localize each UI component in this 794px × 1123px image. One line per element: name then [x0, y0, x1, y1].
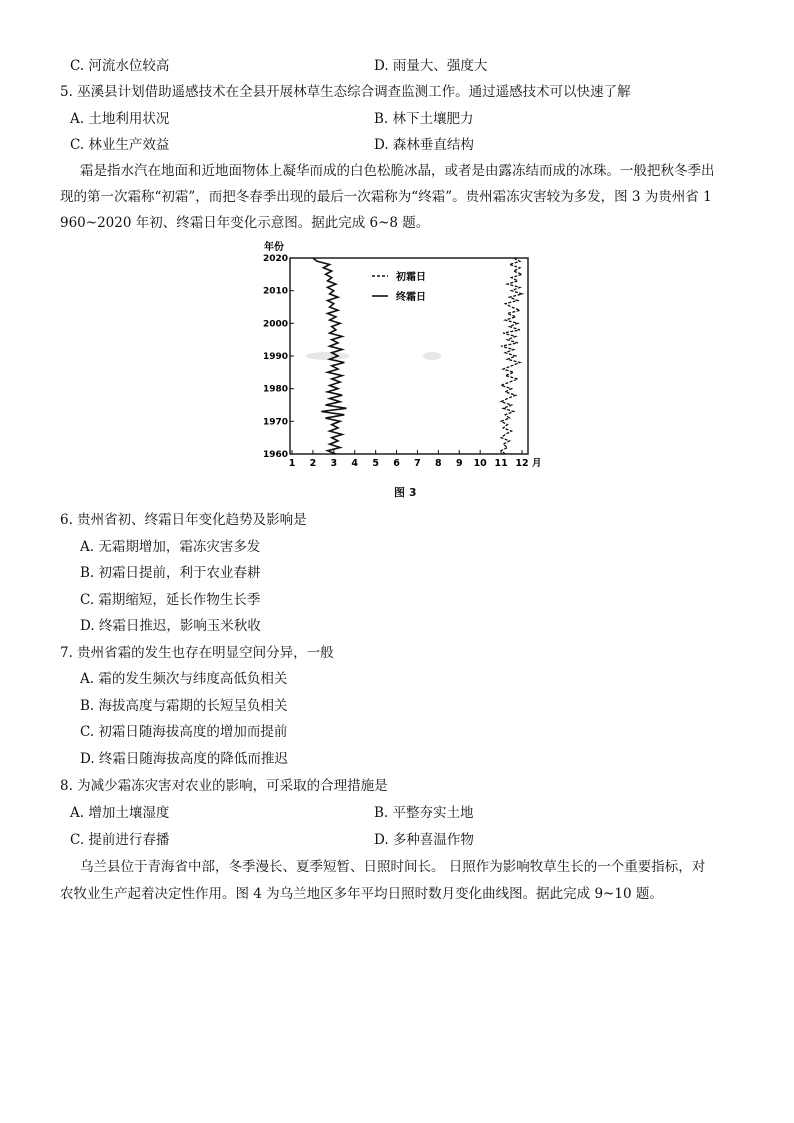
legend-label: 初霜日	[396, 272, 426, 283]
q5-option-b: B. 林下土壤肥力	[374, 111, 474, 127]
q5-stem: 5. 巫溪县计划借助遥感技术在全县开展林草生态综合调查监测工作。通过遥感技术可以快速了解	[60, 84, 631, 100]
q6-option-c: C. 霜期缩短，延长作物生长季	[80, 592, 261, 608]
scan-smudge	[306, 352, 350, 360]
q5-option-c: C. 林业生产效益	[70, 137, 170, 153]
x-tick-label: 9	[455, 458, 463, 469]
x-tick-label: 10	[473, 458, 487, 469]
y-tick-label: 2010	[262, 286, 288, 297]
x-tick-label: 6	[393, 458, 400, 469]
scan-smudge	[423, 352, 441, 360]
x-tick-label: 1	[288, 458, 296, 469]
q7-option-b: B. 海拔高度与霜期的长短呈负相关	[80, 698, 288, 714]
figure-3-chart	[260, 240, 550, 480]
q5-option-a: A. 土地利用状况	[70, 111, 170, 127]
y-axis-label: 年份	[264, 242, 284, 253]
q7-option-c: C. 初霜日随海拔高度的增加而提前	[80, 724, 288, 740]
x-axis-label: 月	[532, 458, 542, 469]
y-tick-label: 2020	[262, 254, 288, 264]
passage3-line2: 农牧业生产起着决定性作用。图 4 为乌兰地区多年平均日照时数月变化曲线图。据此完成 9~10 题。	[60, 886, 663, 902]
x-tick-label: 11	[494, 458, 508, 469]
q7-option-a: A. 霜的发生频次与纬度高低负相关	[80, 671, 288, 687]
q8-option-a: A. 增加土壤湿度	[70, 805, 170, 821]
frost-date-chart	[260, 240, 550, 480]
figure-3-caption: 图 3	[394, 486, 417, 499]
x-tick-label: 12	[515, 458, 529, 469]
passage3-line1: 乌兰县位于青海省中部，冬季漫长、夏季短暂、日照时间长。 日照作为影响牧草生长的一个重要指标，对	[80, 859, 706, 875]
q5-option-d: D. 森林垂直结构	[374, 137, 474, 153]
y-tick-label: 2000	[262, 319, 288, 330]
q6-stem: 6. 贵州省初、终霜日年变化趋势及影响是	[60, 512, 307, 528]
x-tick-label: 2	[309, 458, 317, 469]
y-tick-label: 1990	[262, 352, 288, 362]
passage2-line3: 960~2020 年初、终霜日年变化示意图。据此完成 6~8 题。	[60, 215, 430, 231]
x-tick-label: 4	[351, 458, 359, 469]
x-tick-label: 7	[414, 458, 421, 469]
passage2-line1: 霜是指水汽在地面和近地面物体上凝华而成的白色松脆冰晶，或者是由露冻结而成的冰珠。一般把秋冬季出	[80, 163, 715, 179]
q8-option-c: C. 提前进行春播	[70, 832, 170, 848]
q8-option-b: B. 平整夯实土地	[374, 805, 474, 821]
q6-option-d: D. 终霜日推迟，影响玉米秋收	[80, 618, 261, 634]
passage2-line2: 现的第一次霜称“初霜”，而把冬春季出现的最后一次霜称为“终霜”。贵州霜冻灾害较为多发，图 3 为贵州省 1	[60, 189, 712, 205]
q6-option-b: B. 初霜日提前，利于农业春耕	[80, 565, 261, 581]
q7-stem: 7. 贵州省霜的发生也存在明显空间分异，一般	[60, 645, 334, 661]
x-tick-label: 3	[330, 458, 338, 469]
x-tick-label: 8	[435, 458, 442, 469]
q4-option-c: C. 河流水位较高	[70, 58, 170, 74]
q6-option-a: A. 无霜期增加，霜冻灾害多发	[80, 539, 261, 555]
q4-option-d: D. 雨量大、强度大	[374, 58, 488, 74]
x-tick-label: 5	[372, 458, 379, 469]
y-tick-label: 1980	[262, 384, 288, 395]
y-tick-label: 1970	[262, 417, 288, 428]
y-tick-label: 1960	[262, 450, 288, 460]
legend-label: 终霜日	[396, 292, 426, 303]
q7-option-d: D. 终霜日随海拔高度的降低而推迟	[80, 751, 288, 767]
series-line-first-frost	[501, 258, 522, 454]
q8-stem: 8. 为减少霜冻灾害对农业的影响，可采取的合理措施是	[60, 778, 388, 794]
q8-option-d: D. 多种喜温作物	[374, 832, 474, 848]
